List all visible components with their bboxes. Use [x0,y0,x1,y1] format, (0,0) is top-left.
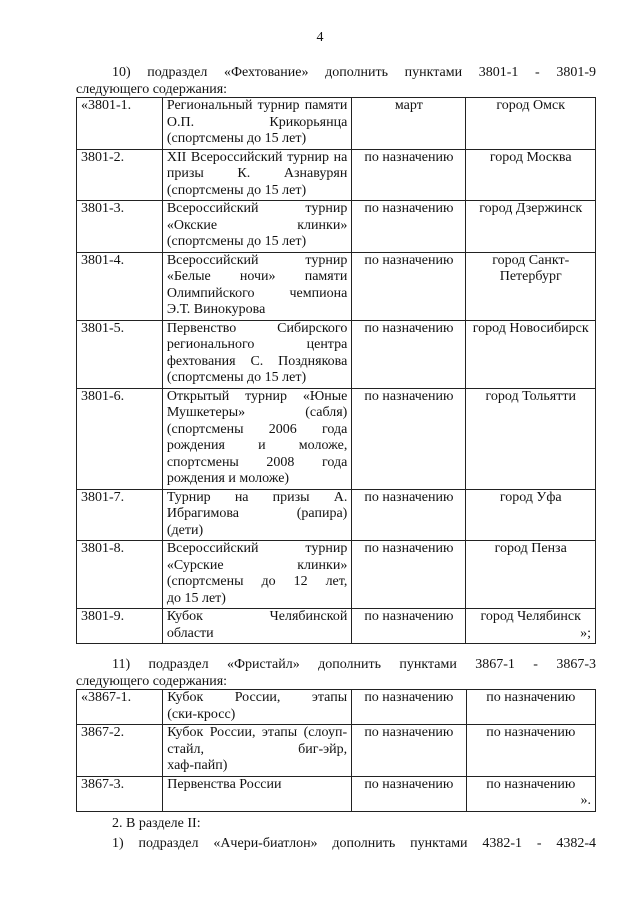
event-date: по назначению [352,149,466,201]
event-name-last-line: (дети) [166,522,204,538]
section-11-intro-cont: следующего содержания: [76,674,228,689]
event-name [163,776,352,811]
event-date: по назначению [352,252,466,320]
event-name-last-line: (спортсмены до 15 лет) [166,131,307,146]
event-location-text: город Тольятти [485,388,576,404]
event-name [163,725,352,777]
row-number: «3867-1. [77,690,163,725]
row-number: 3801-8. [77,541,163,609]
row-number: 3801-3. [77,201,163,253]
table-row [77,388,596,489]
event-date: по назначению [352,541,466,609]
event-name-last-line: до 15 лет) [166,590,226,606]
event-date: по назначению [352,489,466,541]
event-name-text: Кубок России, этапы (слоуп-стайл, биг-эйр, [167,725,348,757]
row-number: 3801-6. [77,388,163,489]
row-number: «3801-1. [77,98,163,150]
event-name-text: Региональный турнир памяти О.П. Крикорьянца [166,98,348,130]
event-name-text: Всероссийский турнир «Белые ночи» памяти Олимпийского чемпиона [166,252,348,301]
event-name-text: Кубок Челябинской [166,609,348,624]
closing-quote-mark: »; [580,625,591,641]
table-row [77,98,596,150]
event-name-last-line: области [166,625,214,641]
section-10-intro-text: 10) подраздел «Фехтование» дополнить пунктами 3801-1 - 3801-9 [112,65,596,80]
event-location [466,320,596,388]
event-date: по назначению [352,609,466,644]
event-location-text: город Уфа [499,489,562,505]
event-name-last-line: (спортсмены до 15 лет) [166,182,307,198]
event-name [162,320,351,388]
event-name [162,252,351,320]
event-location [466,690,595,725]
event-location-text: город Москва [489,149,572,165]
event-name-text: Первенство Сибирского регионального центра фехтования С. Позднякова [166,320,348,369]
event-name [162,489,351,541]
freestyle-table [76,689,596,812]
event-location-text: город Санкт-Петербург [492,252,570,284]
event-name-text: Турнир на призы А. Ибрагимова (рапира) [166,489,348,521]
event-date: по назначению [352,690,466,725]
event-location [466,388,596,489]
event-date: по назначению [352,776,466,811]
event-name [162,388,351,489]
event-location-text: город Новосибирск [472,320,589,336]
event-location-text: по назначению [486,725,576,740]
event-name-last-line: рождения и моложе) [166,471,290,486]
row-number: 3801-5. [77,320,163,388]
row-number: 3867-2. [77,725,163,777]
event-name [162,541,351,609]
event-location-text: город Пенза [494,541,567,556]
section-10-intro [76,64,596,98]
event-name [162,609,351,644]
event-location [466,776,595,811]
event-name-last-line: (спортсмены до 15 лет) [166,234,307,249]
section-10-intro-cont: следующего содержания: [76,82,228,97]
event-location [466,489,596,541]
table-row [77,320,596,388]
event-name [162,201,351,253]
event-location [466,98,596,150]
event-location-text: город Челябинск [480,609,581,624]
event-name-last-line: Первенства России [167,776,282,792]
event-location [466,725,595,777]
row-number: 3801-9. [77,609,163,644]
section-2-heading: 2. В разделе II: [112,816,201,831]
event-date: март [352,98,466,150]
row-number: 3801-4. [77,252,163,320]
event-date: по назначению [352,725,466,777]
event-name-text: Кубок России, этапы [167,690,348,705]
row-number: 3867-3. [77,776,163,811]
event-location-text: город Дзержинск [479,201,583,216]
row-number: 3801-7. [77,489,163,541]
table-row [77,609,596,644]
event-location [466,541,596,609]
event-name-text: XII Всероссийский турнир на призы К. Азнавурян [166,149,348,181]
event-name-last-line: Э.Т. Винокурова [166,302,266,317]
event-location [466,149,596,201]
table-row [77,725,596,777]
table-row [77,776,596,811]
event-date: по назначению [352,320,466,388]
event-location-text: по назначению [486,690,576,705]
closing-quote-mark: ». [580,793,591,808]
table-row [77,489,596,541]
event-location [466,609,596,644]
event-name-text: Всероссийский турнир «Окские клинки» [166,201,348,233]
section-11-intro [76,656,596,690]
event-name-text: Открытый турнир «Юные Мушкетеры» (сабля) (спортсмены 2006 года рождения и моложе, спортсмены 2008 года [166,388,348,470]
section-11-intro-text: 11) подраздел «Фристайл» дополнить пунктами 3867-1 - 3867-3 [112,657,596,672]
event-date: по назначению [352,388,466,489]
event-name [162,98,351,150]
event-location-text: по назначению [486,776,576,792]
table-row [77,149,596,201]
table-row [77,252,596,320]
event-location [466,252,596,320]
table-row [77,201,596,253]
page-number: 4 [316,30,324,45]
event-name-text: Всероссийский турнир «Сурские клинки» (спортсмены до 12 лет, [166,541,348,589]
event-name-last-line: (ски-кросс) [167,706,236,722]
event-date: по назначению [352,201,466,253]
event-name-last-line: (спортсмены до 15 лет) [166,370,307,385]
table-row [77,541,596,609]
row-number: 3801-2. [77,149,163,201]
event-location [466,201,596,253]
fencing-table [76,97,596,644]
table-row [77,690,596,725]
event-location-text: город Омск [496,98,566,113]
event-name [162,149,351,201]
event-name-last-line: хаф-пайп) [167,758,228,773]
section-2-item-1: 1) подраздел «Ачери-биатлон» дополнить пунктами 4382-1 - 4382-4 [112,836,596,851]
event-name [163,690,352,725]
